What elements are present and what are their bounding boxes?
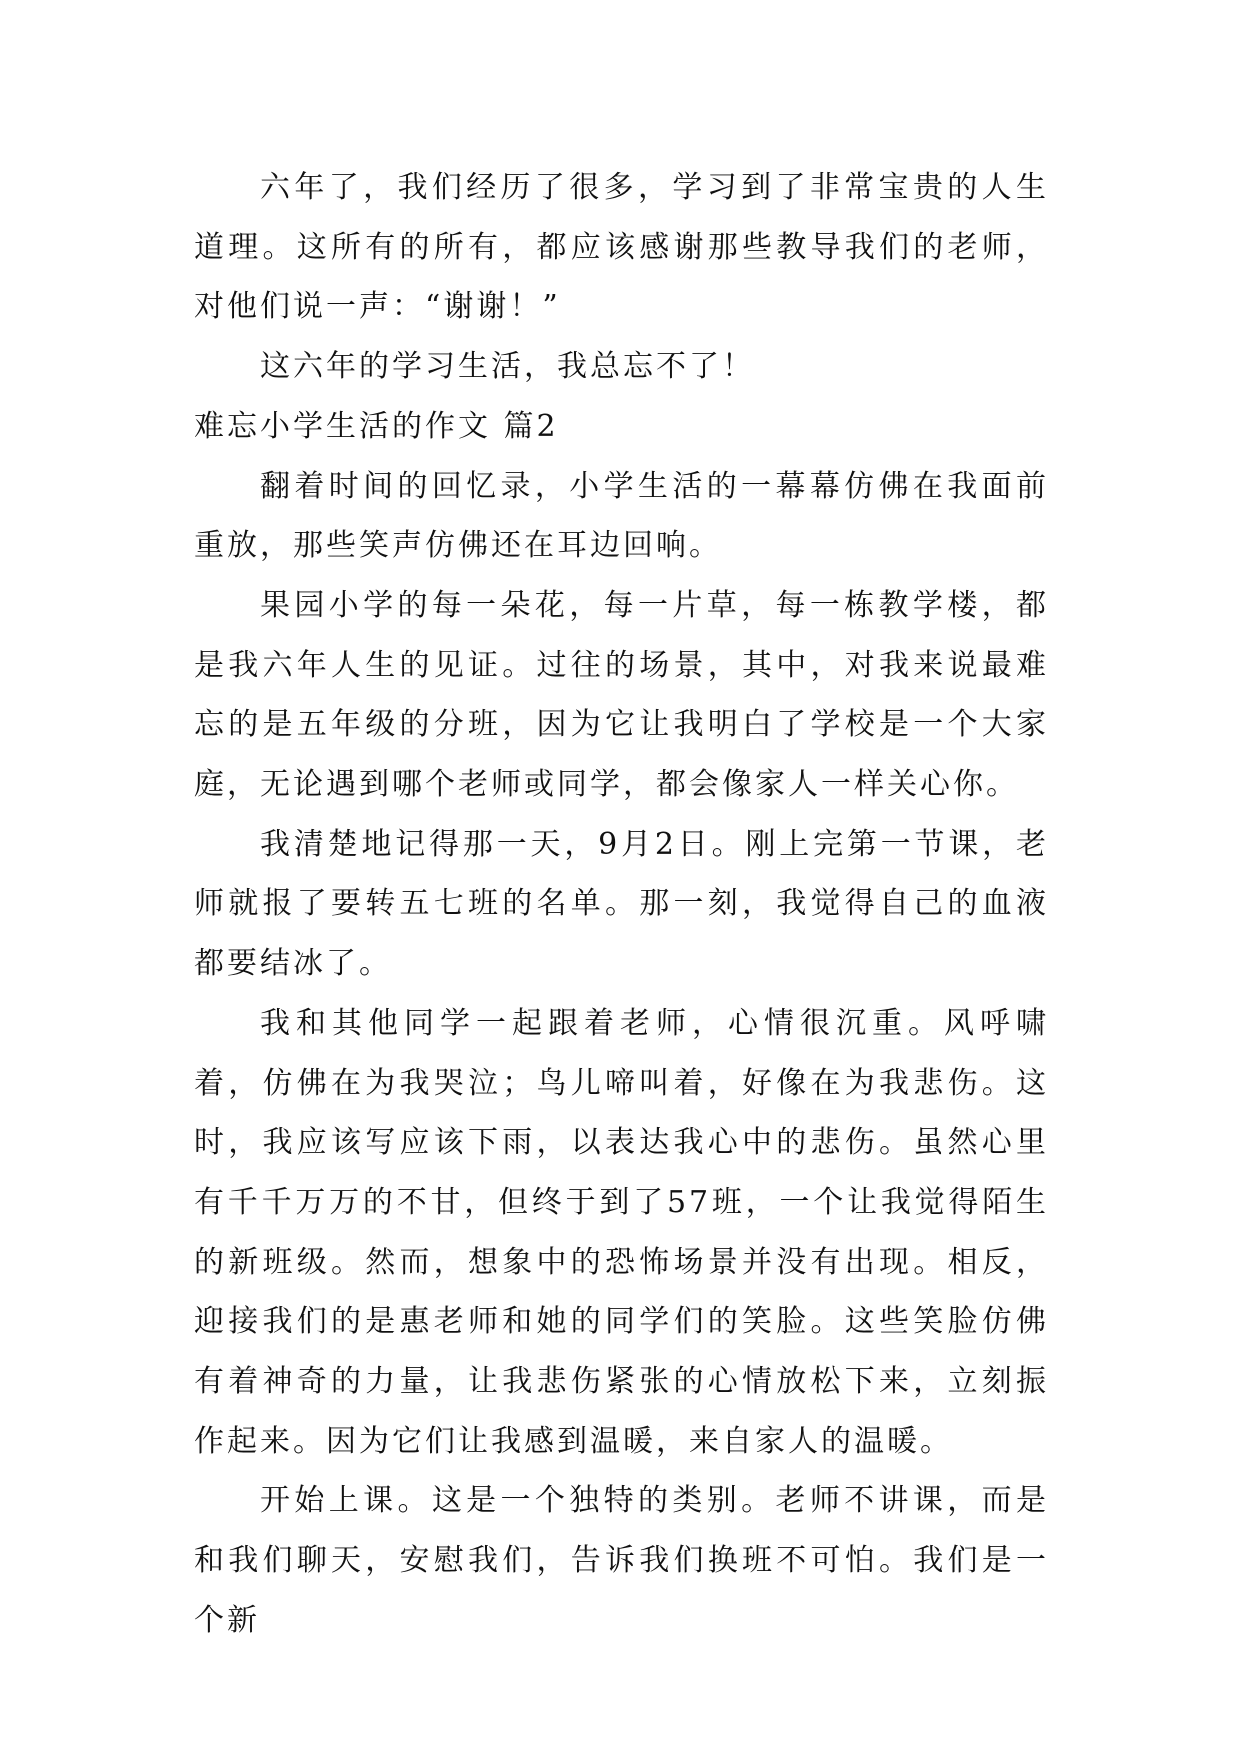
paragraph: 六年了，我们经历了很多，学习到了非常宝贵的人生道理。这所有的所有，都应该感谢那些教导我们的老师，对他们说一声：“谢谢！” [194,170,1049,325]
paragraph: 果园小学的每一朵花，每一片草，每一栋教学楼，都是我六年人生的见证。过往的场景，其中，对我来说最难忘的是五年级的分班，因为它让我明白了学校是一个大家庭，无论遇到哪个老师或同学，都会像家人一样关心你。 [194,587,1049,803]
paragraph: 我和其他同学一起跟着老师，心情很沉重。风呼啸着，仿佛在为我哭泣；鸟儿啼叫着，好像在为我悲伤。这时，我应该写应该下雨，以表达我心中的悲伤。虽然心里有千千万万的不甘，但终于到了57班，一个让我觉得陌生的新班级。然而，想象中的恐怖场景并没有出现。相反，迎接我们的是惠老师和她的同学们的笑脸。这些笑脸仿佛有着神奇的力量，让我悲伤紧张的心情放松下来，立刻振作起来。因为它们让我感到温暖，来自家人的温暖。 [194,1005,1049,1459]
paragraph: 我清楚地记得那一天，9月2日。刚上完第一节课，老师就报了要转五七班的名单。那一刻，我觉得自己的血液都要结冰了。 [194,826,1049,982]
section-heading: 难忘小学生活的作文 篇2 [194,408,559,444]
paragraph: 翻着时间的回忆录，小学生活的一幕幕仿佛在我面前重放，那些笑声仿佛还在耳边回响。 [194,468,1049,564]
article-body [194,158,1049,1651]
paragraph: 开始上课。这是一个独特的类别。老师不讲课，而是和我们聊天，安慰我们，告诉我们换班不可怕。我们是一个新 [194,1483,1049,1638]
paragraph: 这六年的学习生活，我总忘不了！ [260,349,755,385]
